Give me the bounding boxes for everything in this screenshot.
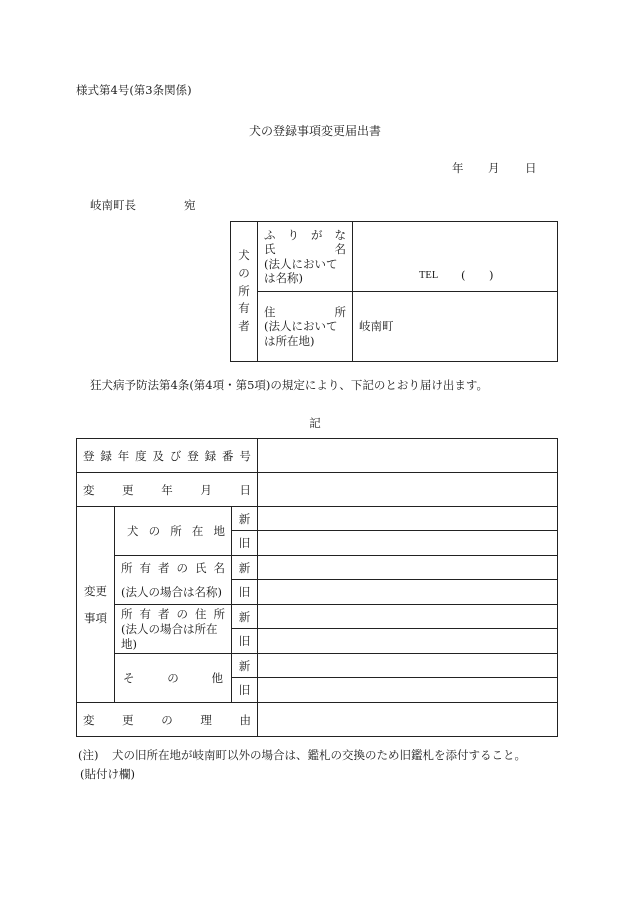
date-day: 日 bbox=[525, 161, 537, 175]
form-number: 様式第4号(第3条関係) bbox=[76, 83, 192, 97]
change-items-label: 変更 事項 bbox=[77, 507, 115, 703]
owner-address-field[interactable] bbox=[353, 292, 558, 362]
date-month: 月 bbox=[488, 161, 500, 175]
note-prefix: (注) bbox=[78, 748, 99, 762]
dog-location-label: 犬 の 所 在 地 bbox=[115, 507, 232, 556]
tel-paren-open: ( bbox=[461, 268, 466, 282]
dog-location-new-label: 新 bbox=[232, 507, 258, 531]
owner-address-new-field[interactable] bbox=[258, 605, 558, 629]
note-text: 犬の旧所在地が岐南町以外の場合は、鑑札の交換のため旧鑑札を添付すること。 bbox=[112, 748, 526, 762]
owner-header: 犬 の 所 有 者 bbox=[231, 222, 258, 362]
reason-label: 変 更 の 理 由 bbox=[77, 703, 258, 737]
other-label: そ の 他 bbox=[115, 654, 232, 703]
ki-label: 記 bbox=[309, 416, 321, 430]
addressee-name: 岐南町長 bbox=[90, 198, 136, 212]
owner-name-label: ふ り が な 氏 名 (法人においては名称) bbox=[258, 222, 353, 292]
other-new-label: 新 bbox=[232, 654, 258, 678]
tel-paren-close: ) bbox=[489, 268, 494, 282]
registration-label: 登 録 年 度 及 び 登 録 番 号 bbox=[77, 439, 258, 473]
owner-name-field[interactable] bbox=[353, 222, 558, 292]
addressee-suffix: 宛 bbox=[184, 198, 196, 212]
date-year: 年 bbox=[452, 161, 464, 175]
reason-field[interactable] bbox=[258, 703, 558, 737]
change-date-label: 変 更 年 月 日 bbox=[77, 473, 258, 507]
owner-name-new-label: 新 bbox=[232, 556, 258, 580]
owner-address-old-field[interactable] bbox=[258, 629, 558, 654]
other-new-field[interactable] bbox=[258, 654, 558, 678]
dog-location-old-label: 旧 bbox=[232, 531, 258, 556]
owner-address-label: 住 所 (法人においては所在地) bbox=[258, 292, 353, 362]
paste-area-label: (貼付け欄) bbox=[80, 767, 135, 781]
owner-address-change-label: 所 有 者 の 住 所 (法人の場合は所在地) bbox=[115, 605, 232, 654]
registration-field[interactable] bbox=[258, 439, 558, 473]
owner-name-old-label: 旧 bbox=[232, 580, 258, 605]
dog-location-new-field[interactable] bbox=[258, 507, 558, 531]
other-old-field[interactable] bbox=[258, 678, 558, 703]
owner-address-old-label: 旧 bbox=[232, 629, 258, 654]
owner-name-new-field[interactable] bbox=[258, 556, 558, 580]
owner-address-value: 岐南町 bbox=[359, 319, 394, 334]
owner-table bbox=[230, 221, 558, 362]
page-title: 犬の登録事項変更届出書 bbox=[248, 124, 381, 138]
dog-location-old-field[interactable] bbox=[258, 531, 558, 556]
main-table bbox=[76, 438, 558, 737]
other-old-label: 旧 bbox=[232, 678, 258, 703]
owner-name-change-label: 所 有 者 の 氏 名 (法人の場合は名称) bbox=[115, 556, 232, 605]
owner-address-new-label: 新 bbox=[232, 605, 258, 629]
notice-text: 狂犬病予防法第4条(第4項・第5項)の規定により、下記のとおり届け出ます。 bbox=[90, 378, 488, 392]
tel-label: TEL bbox=[419, 270, 439, 281]
change-date-field[interactable] bbox=[258, 473, 558, 507]
owner-name-old-field[interactable] bbox=[258, 580, 558, 605]
